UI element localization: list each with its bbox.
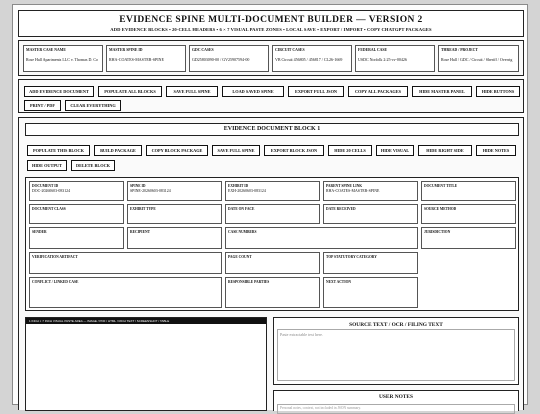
page-subtitle: ADD EVIDENCE BLOCKS • 20-CELL HEADERS • 6 × 7 VISUAL PASTE ZONES • LOCAL SAVE • EXPORT / IMPORT • COPY CHATGPT PACKAGES	[110, 27, 432, 32]
user-notes-input[interactable]: Personal notes, context, not included in JSON summary.	[277, 404, 515, 414]
user-notes-title: USER NOTES	[378, 394, 413, 400]
paste-area-header: 1 INCH × 7 INCH VISUAL PASTE AREA — IMAGE / PDF / HTML / RICH TEXT / SCREENSHOT / TABLE	[26, 318, 266, 324]
circuit-cases-field[interactable]	[272, 45, 352, 72]
field-value: SPINE-20260603-083124	[130, 189, 171, 193]
user-notes-panel	[273, 390, 519, 411]
field-label: RESPONSIBLE PARTIES	[228, 280, 270, 284]
exhibit-id-field[interactable]	[225, 181, 320, 201]
responsible-parties-field[interactable]	[225, 277, 320, 308]
populate-all-button[interactable]: POPULATE ALL BLOCKS	[98, 86, 162, 97]
conflict-linked-case-field[interactable]	[29, 277, 222, 308]
hide-output-button[interactable]: HIDE OUTPUT	[27, 160, 67, 171]
visual-paste-area[interactable]	[25, 317, 267, 411]
delete-block-button[interactable]: DELETE BLOCK	[71, 160, 115, 171]
populate-block-button[interactable]: POPULATE THIS BLOCK	[27, 145, 90, 156]
thread-project-field[interactable]	[438, 45, 519, 72]
master-panel	[18, 40, 524, 76]
field-value: EXH-20260603-083124	[228, 189, 266, 193]
field-label: DATE RECEIVED	[326, 207, 356, 211]
jurisdiction-field[interactable]	[421, 227, 516, 249]
field-label: CIRCUIT CASES	[275, 48, 305, 52]
clear-everything-button[interactable]: CLEAR EVERYTHING	[65, 100, 121, 111]
next-action-field[interactable]	[323, 277, 418, 308]
field-label: SOURCE METHOD	[424, 207, 457, 211]
field-label: DOCUMENT CLASS	[32, 207, 66, 211]
document-class-field[interactable]	[29, 204, 124, 224]
field-label: MASTER SPINE ID	[109, 48, 143, 52]
document-id-field[interactable]	[29, 181, 124, 201]
field-label: PAGE COUNT	[228, 255, 252, 259]
field-value: RHA-COATES-MASTER-SPINE	[109, 57, 164, 62]
print-pdf-button[interactable]: PRINT / PDF	[24, 100, 61, 111]
field-label: CASE NUMBERS	[228, 230, 257, 234]
sender-field[interactable]	[29, 227, 124, 249]
header-panel	[18, 10, 524, 37]
block-save-spine-button[interactable]: SAVE FULL SPINE	[212, 145, 260, 156]
source-text-title: SOURCE TEXT / OCR / FILING TEXT	[349, 322, 443, 328]
field-value: Rose Hall / GDC / Circuit / Sheriff / Overrig	[441, 57, 513, 62]
case-numbers-field[interactable]	[225, 227, 418, 249]
field-label: SENDER	[32, 230, 47, 234]
recipient-field[interactable]	[127, 227, 222, 249]
page-title: EVIDENCE SPINE MULTI-DOCUMENT BUILDER — VERSION 2	[119, 15, 423, 25]
field-value: VB Circuit 456805 / 456817 / CL26-1669	[275, 57, 343, 62]
field-value: DOC-20260603-083124	[32, 189, 71, 193]
field-label: RECIPIENT	[130, 230, 150, 234]
hide-cells-button[interactable]: HIDE 20 CELLS	[328, 145, 372, 156]
hide-visual-button[interactable]: HIDE VISUAL	[376, 145, 414, 156]
export-json-button[interactable]: EXPORT FULL JSON	[288, 86, 344, 97]
parent-spine-link-field[interactable]	[323, 181, 418, 201]
field-label: MASTER CASE NAME	[26, 48, 66, 52]
master-case-name-field[interactable]	[23, 45, 103, 72]
top-statutory-category-field[interactable]	[323, 252, 418, 274]
verification-artifact-field[interactable]	[29, 252, 222, 274]
page-count-field[interactable]	[225, 252, 320, 274]
save-full-spine-button[interactable]: SAVE FULL SPINE	[166, 86, 218, 97]
date-received-field[interactable]	[323, 204, 418, 224]
field-value: GD25803090-00 / GV25907594-00	[192, 57, 250, 62]
field-label: DATE ON FACE	[228, 207, 255, 211]
spine-id-field[interactable]	[127, 181, 222, 201]
field-label: VERIFICATION ARTIFACT	[32, 255, 78, 259]
hide-right-side-button[interactable]: HIDE RIGHT SIDE	[418, 145, 472, 156]
source-text-input[interactable]: Paste extractable text here.	[277, 329, 515, 381]
add-document-button[interactable]: ADD EVIDENCE DOCUMENT	[24, 86, 94, 97]
block-title: EVIDENCE DOCUMENT BLOCK 1	[25, 123, 519, 136]
field-label: EXHIBIT TYPE	[130, 207, 156, 211]
field-label: NEXT ACTION	[326, 280, 351, 284]
hide-buttons-button[interactable]: HIDE BUTTONS	[476, 86, 520, 97]
date-on-face-field[interactable]	[225, 204, 320, 224]
source-text-panel	[273, 317, 519, 385]
field-value: Rose Hall Apartments LLC v. Thomas D. Co	[26, 57, 98, 62]
field-label: GDC CASES	[192, 48, 214, 52]
field-value: RHA-COATES-MASTER-SPINE	[326, 189, 380, 193]
header-cells-grid	[25, 177, 519, 311]
copy-block-package-button[interactable]: COPY BLOCK PACKAGE	[146, 145, 208, 156]
field-label: SPINE ID	[130, 184, 146, 188]
gdc-cases-field[interactable]	[189, 45, 269, 72]
source-method-field[interactable]	[421, 204, 516, 224]
field-label: DOCUMENT ID	[32, 184, 59, 188]
export-block-json-button[interactable]: EXPORT BLOCK JSON	[264, 145, 324, 156]
hide-notes-button[interactable]: HIDE NOTES	[476, 145, 516, 156]
document-title-field[interactable]	[421, 181, 516, 201]
copy-all-packages-button[interactable]: COPY ALL PACKAGES	[348, 86, 408, 97]
field-label: TOP STATUTORY CATEGORY	[326, 255, 377, 259]
load-saved-spine-button[interactable]: LOAD SAVED SPINE	[222, 86, 284, 97]
field-label: EXHIBIT ID	[228, 184, 249, 188]
evidence-block	[18, 117, 524, 410]
field-label: DOCUMENT TITLE	[424, 184, 458, 188]
exhibit-type-field[interactable]	[127, 204, 222, 224]
federal-case-field[interactable]	[355, 45, 435, 72]
field-value: USDC Norfolk 2:25-cv-00426	[358, 57, 407, 62]
field-label: PARENT SPINE LINK	[326, 184, 363, 188]
hide-master-panel-button[interactable]: HIDE MASTER PANEL	[412, 86, 472, 97]
global-actions-panel	[18, 79, 524, 113]
build-package-button[interactable]: BUILD PACKAGE	[94, 145, 142, 156]
field-label: CONFLICT / LINKED CASE	[32, 280, 79, 284]
field-label: THREAD / PROJECT	[441, 48, 478, 52]
field-label: JURISDICTION	[424, 230, 451, 234]
field-label: FEDERAL CASE	[358, 48, 388, 52]
builder-page	[12, 4, 528, 410]
master-spine-id-field[interactable]	[106, 45, 186, 72]
